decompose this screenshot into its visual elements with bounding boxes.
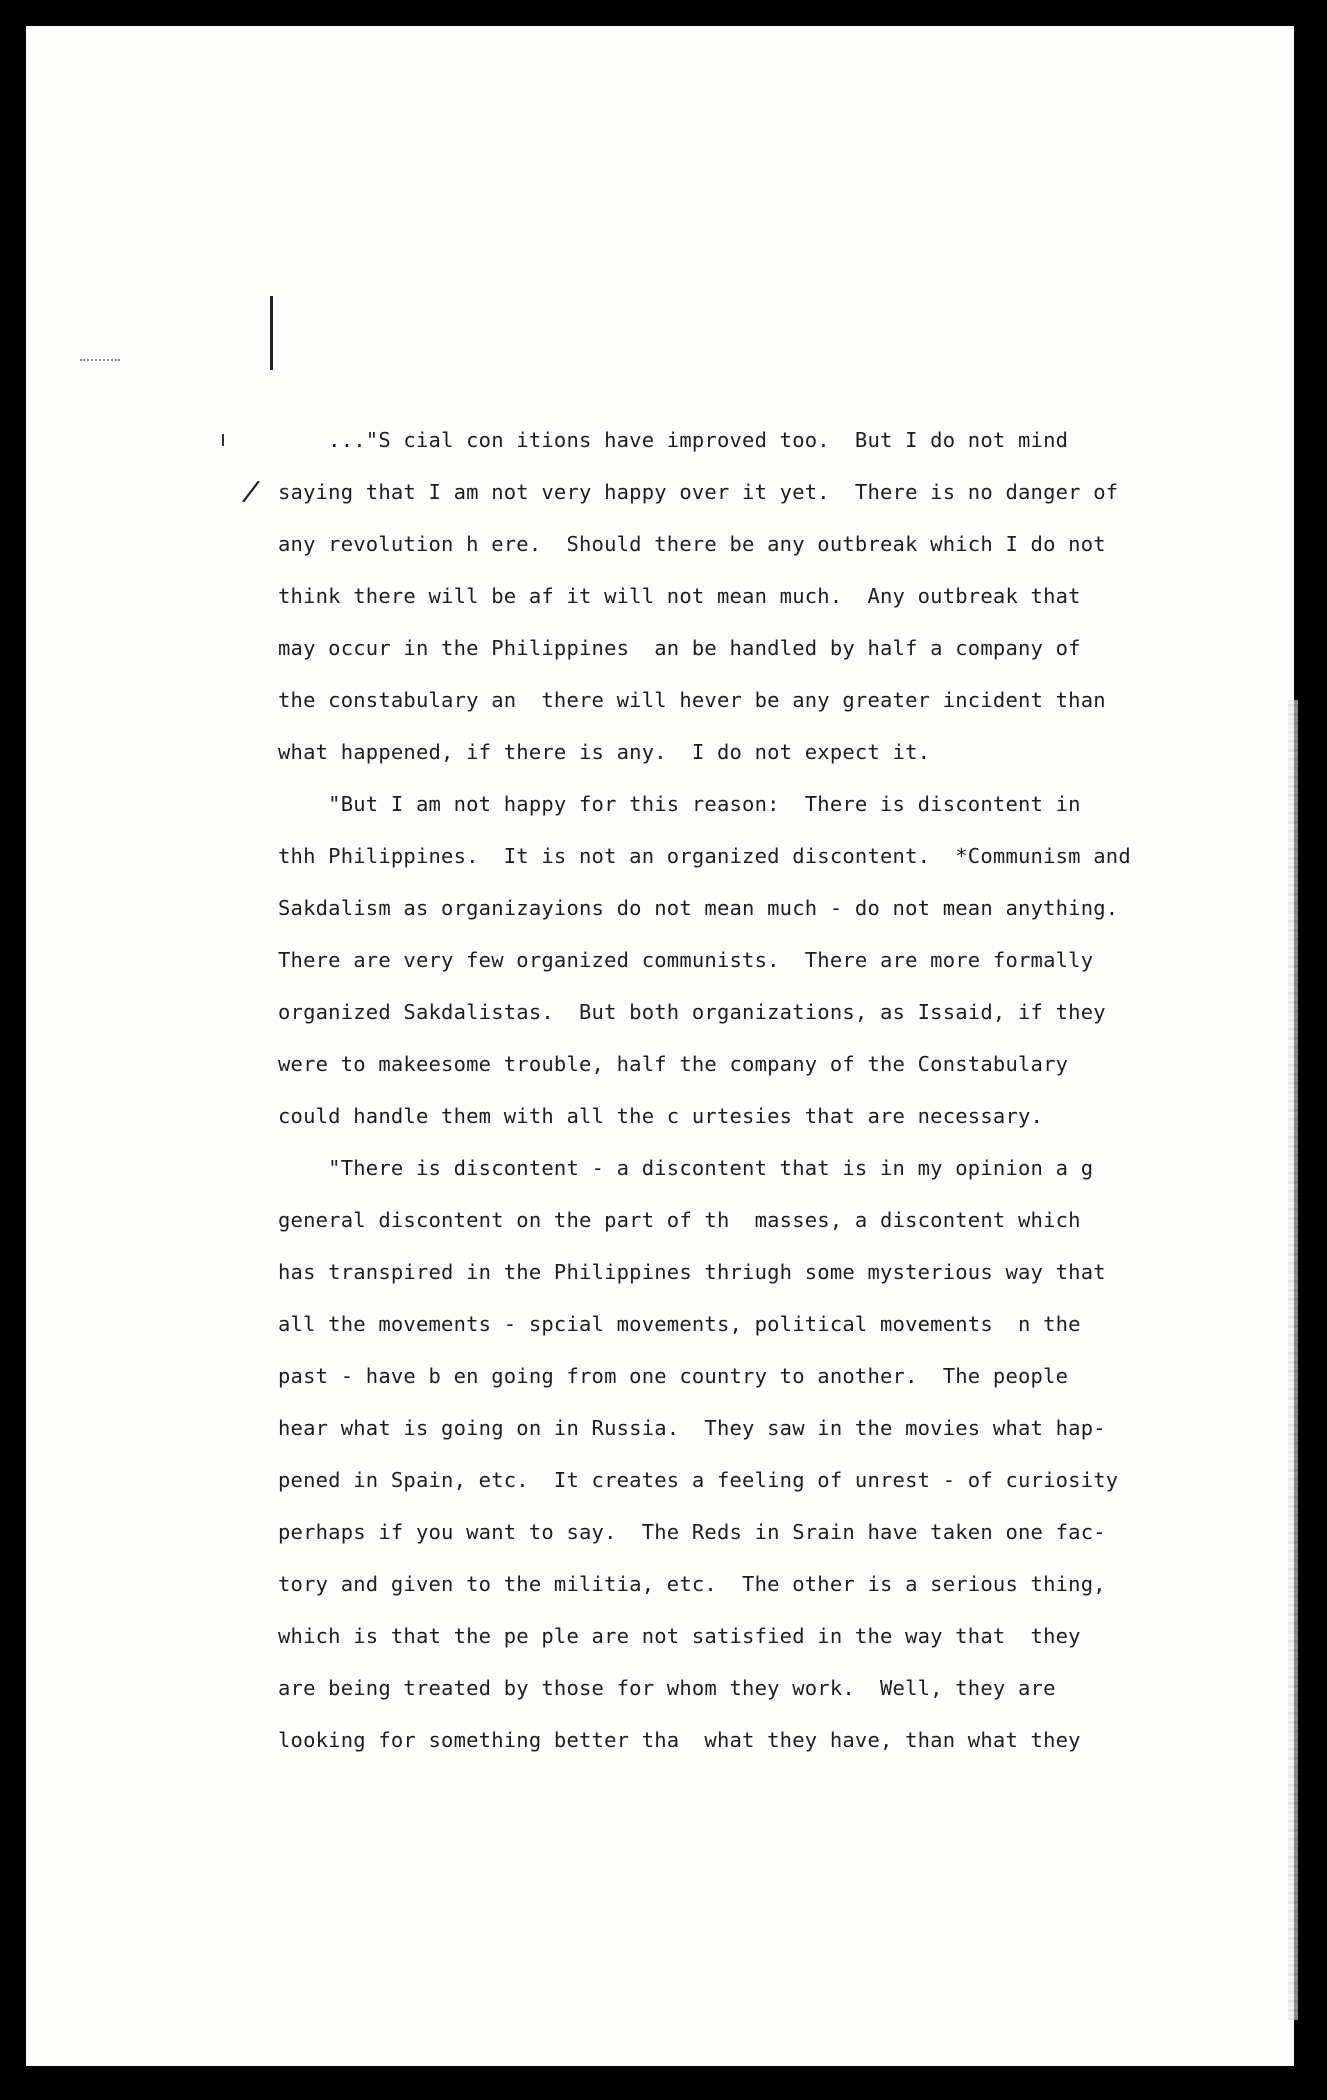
document-body [278,414,1178,1766]
text-line: general discontent on the part of th masses, a discontent which [278,1208,1081,1232]
text-line: Sakdalism as organizayions do not mean much - do not mean anything. [278,896,1119,920]
text-line: could handle them with all the c urtesies that are necessary. [278,1104,1044,1128]
text-line: what happened, if there is any. I do not expect it. [278,740,931,764]
text-line: thh Philippines. It is not an organized discontent. *Communism and [278,844,1131,868]
margin-check-mark: / [240,473,262,510]
text-line: were to makeesome trouble, half the company of the Constabulary [278,1052,1069,1076]
margin-tick-mark [222,434,224,446]
text-line: perhaps if you want to say. The Reds in Srain have taken one fac- [278,1520,1106,1544]
text-line: organized Sakdalistas. But both organizations, as Issaid, if they [278,1000,1106,1024]
text-line: think there will be af it will not mean much. Any outbreak that [278,584,1081,608]
scan-edge-artifact [1288,700,1298,2020]
text-line: may occur in the Philippines an be handled by half a company of [278,636,1081,660]
text-line: "But I am not happy for this reason: There is discontent in [278,792,1081,816]
text-line: the constabulary an there will hever be any greater incident than [278,688,1106,712]
margin-vertical-mark [270,296,273,370]
text-line: There are very few organized communists. There are more formally [278,948,1094,972]
text-line: has transpired in the Philippines thriugh some mysterious way that [278,1260,1106,1284]
text-line: which is that the pe ple are not satisfied in the way that they [278,1624,1081,1648]
text-line: saying that I am not very happy over it yet. There is no danger of [278,480,1119,504]
text-line: pened in Spain, etc. It creates a feeling of unrest - of curiosity [278,1468,1119,1492]
text-line: are being treated by those for whom they work. Well, they are [278,1676,1056,1700]
text-line: ..."S cial con itions have improved too. But I do not mind [278,428,1069,452]
text-line: all the movements - spcial movements, political movements n the [278,1312,1081,1336]
text-line: tory and given to the militia, etc. The other is a serious thing, [278,1572,1106,1596]
text-line: any revolution h ere. Should there be any outbreak which I do not [278,532,1106,556]
text-line: looking for something better tha what they have, than what they [278,1728,1081,1752]
text-line: past - have b en going from one country to another. The people [278,1364,1069,1388]
text-line: hear what is going on in Russia. They saw in the movies what hap- [278,1416,1106,1440]
margin-dotted-mark [80,359,120,361]
text-line: "There is discontent - a discontent that is in my opinion a g [278,1156,1094,1180]
